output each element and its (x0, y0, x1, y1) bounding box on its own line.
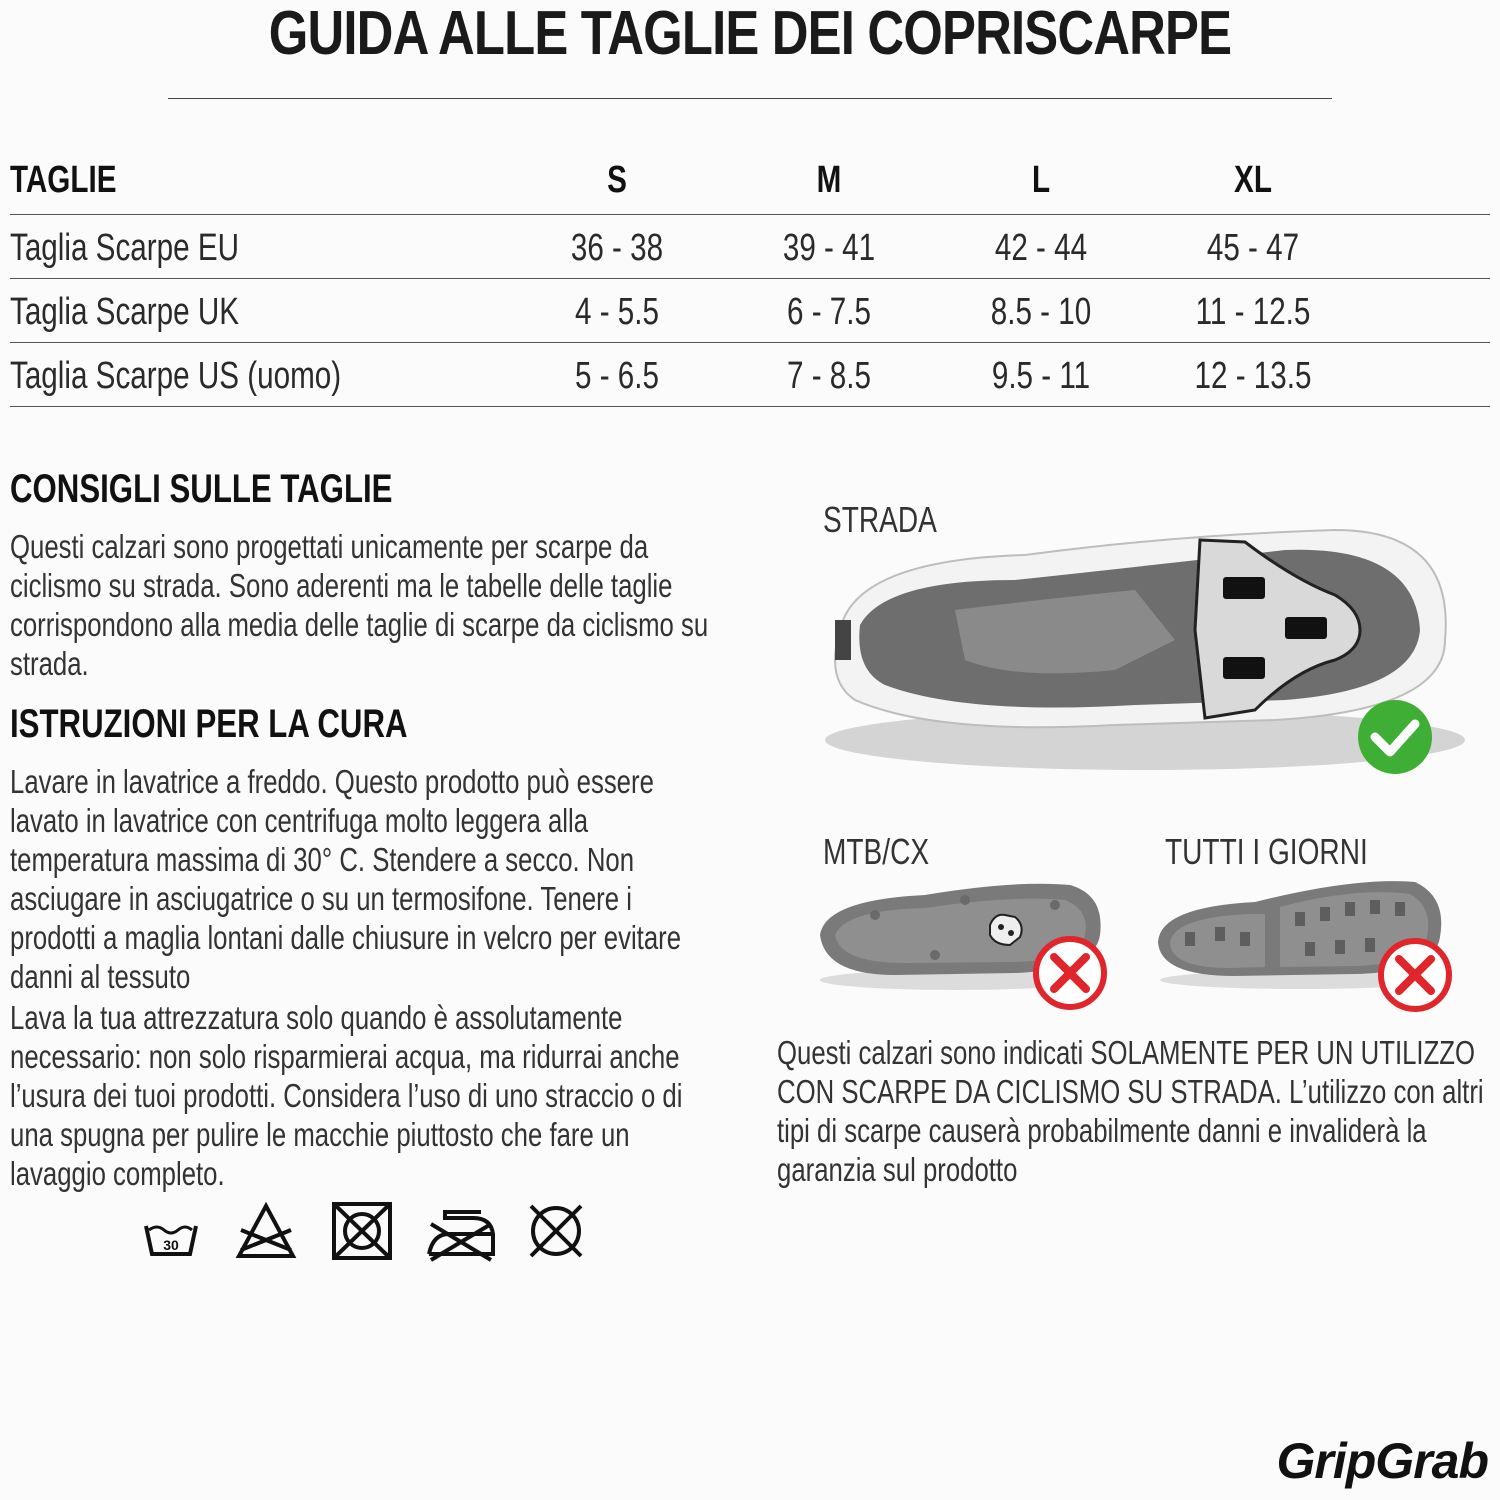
table-cell: 39 - 41 (782, 227, 876, 269)
wash-temperature: 30 (163, 1237, 179, 1253)
table-cell: 5 - 6.5 (574, 355, 660, 397)
table-cell: 11 - 12.5 (1195, 291, 1311, 333)
cross-icon (1375, 935, 1455, 1015)
care-text-2 (10, 998, 728, 1193)
size-s-header: S (607, 159, 627, 201)
wash-30-icon (140, 1200, 202, 1262)
table-cell: 42 - 44 (994, 227, 1088, 269)
no-bleach-icon (235, 1200, 297, 1262)
care-paragraph-1: Lavare in lavatrice a freddo. Questo prodotto può essere lavato in lavatrice con centrifuga molto leggera alla temperatura massima di 30° C. Stendere a secco. Non asciugare in asciugatrice o su un termosifone. Tenere i prodotti a maglia lontani dalle chiusure in velcro per evitare danni al tessuto (10, 763, 682, 995)
no-iron-icon (425, 1200, 497, 1262)
no-dry-clean-icon (525, 1200, 587, 1262)
size-xl-header: XL (1234, 159, 1272, 201)
table-row (10, 279, 1490, 343)
row-label: Taglia Scarpe US (uomo) (10, 355, 342, 397)
sizing-tips-paragraph: Questi calzari sono progettati unicamente per scarpe da ciclismo su strada. Sono aderenti ma le tabelle delle taglie corrispondono alla media delle taglie di scarpe da ciclismo su strada. (10, 528, 709, 682)
row-label: Taglia Scarpe UK (10, 291, 240, 333)
care-text (10, 762, 712, 996)
check-icon (1355, 697, 1435, 777)
page-title: GUIDA ALLE TAGLIE DEI COPRISCARPE (268, 0, 1232, 68)
table-cell: 36 - 38 (570, 227, 664, 269)
table-cell: 4 - 5.5 (574, 291, 660, 333)
size-table (10, 150, 1490, 407)
care-paragraph-2: Lava la tua attrezzatura solo quando è assolutamente necessario: non solo risparmierai acqua, ma ridurrai anche l’usura dei tuoi prodotti. Considera l’uso di uno straccio o di una spugna per pulire le macchie piuttosto che fare un lavaggio completo. (10, 999, 683, 1192)
table-cell: 9.5 - 11 (991, 355, 1091, 397)
title-divider (168, 98, 1332, 99)
size-l-header: L (1031, 159, 1051, 201)
table-row (10, 215, 1490, 279)
cross-icon (1030, 933, 1110, 1013)
no-tumble-dry-icon (330, 1200, 394, 1262)
table-header-row (10, 150, 1490, 215)
table-cell: 8.5 - 10 (990, 291, 1092, 333)
road-shoe-label: STRADA (823, 499, 937, 540)
usage-note: Questi calzari sono indicati SOLAMENTE PER UN UTILIZZO CON SCARPE DA CICLISMO SU STRADA. L’utilizzo con altri tipi di scarpe causerà probabilmente danni e invaliderà la garanzia sul prodotto (777, 1034, 1484, 1188)
table-header-label: TAGLIE (10, 159, 117, 201)
sizing-tips-text (10, 527, 712, 683)
row-label: Taglia Scarpe EU (10, 227, 240, 269)
mtb-shoe-label: MTB/CX (823, 831, 930, 872)
brand-logo: GripGrab (1276, 1433, 1488, 1489)
table-cell: 7 - 8.5 (786, 355, 872, 397)
everyday-shoe-label: TUTTI I GIORNI (1165, 831, 1368, 872)
sizing-tips-heading: CONSIGLI SULLE TAGLIE (10, 467, 393, 511)
table-cell: 12 - 13.5 (1194, 355, 1312, 397)
size-m-header: M (816, 159, 842, 201)
table-row (10, 343, 1490, 407)
table-cell: 45 - 47 (1206, 227, 1300, 269)
table-cell: 6 - 7.5 (786, 291, 872, 333)
care-heading: ISTRUZIONI PER LA CURA (10, 702, 408, 746)
